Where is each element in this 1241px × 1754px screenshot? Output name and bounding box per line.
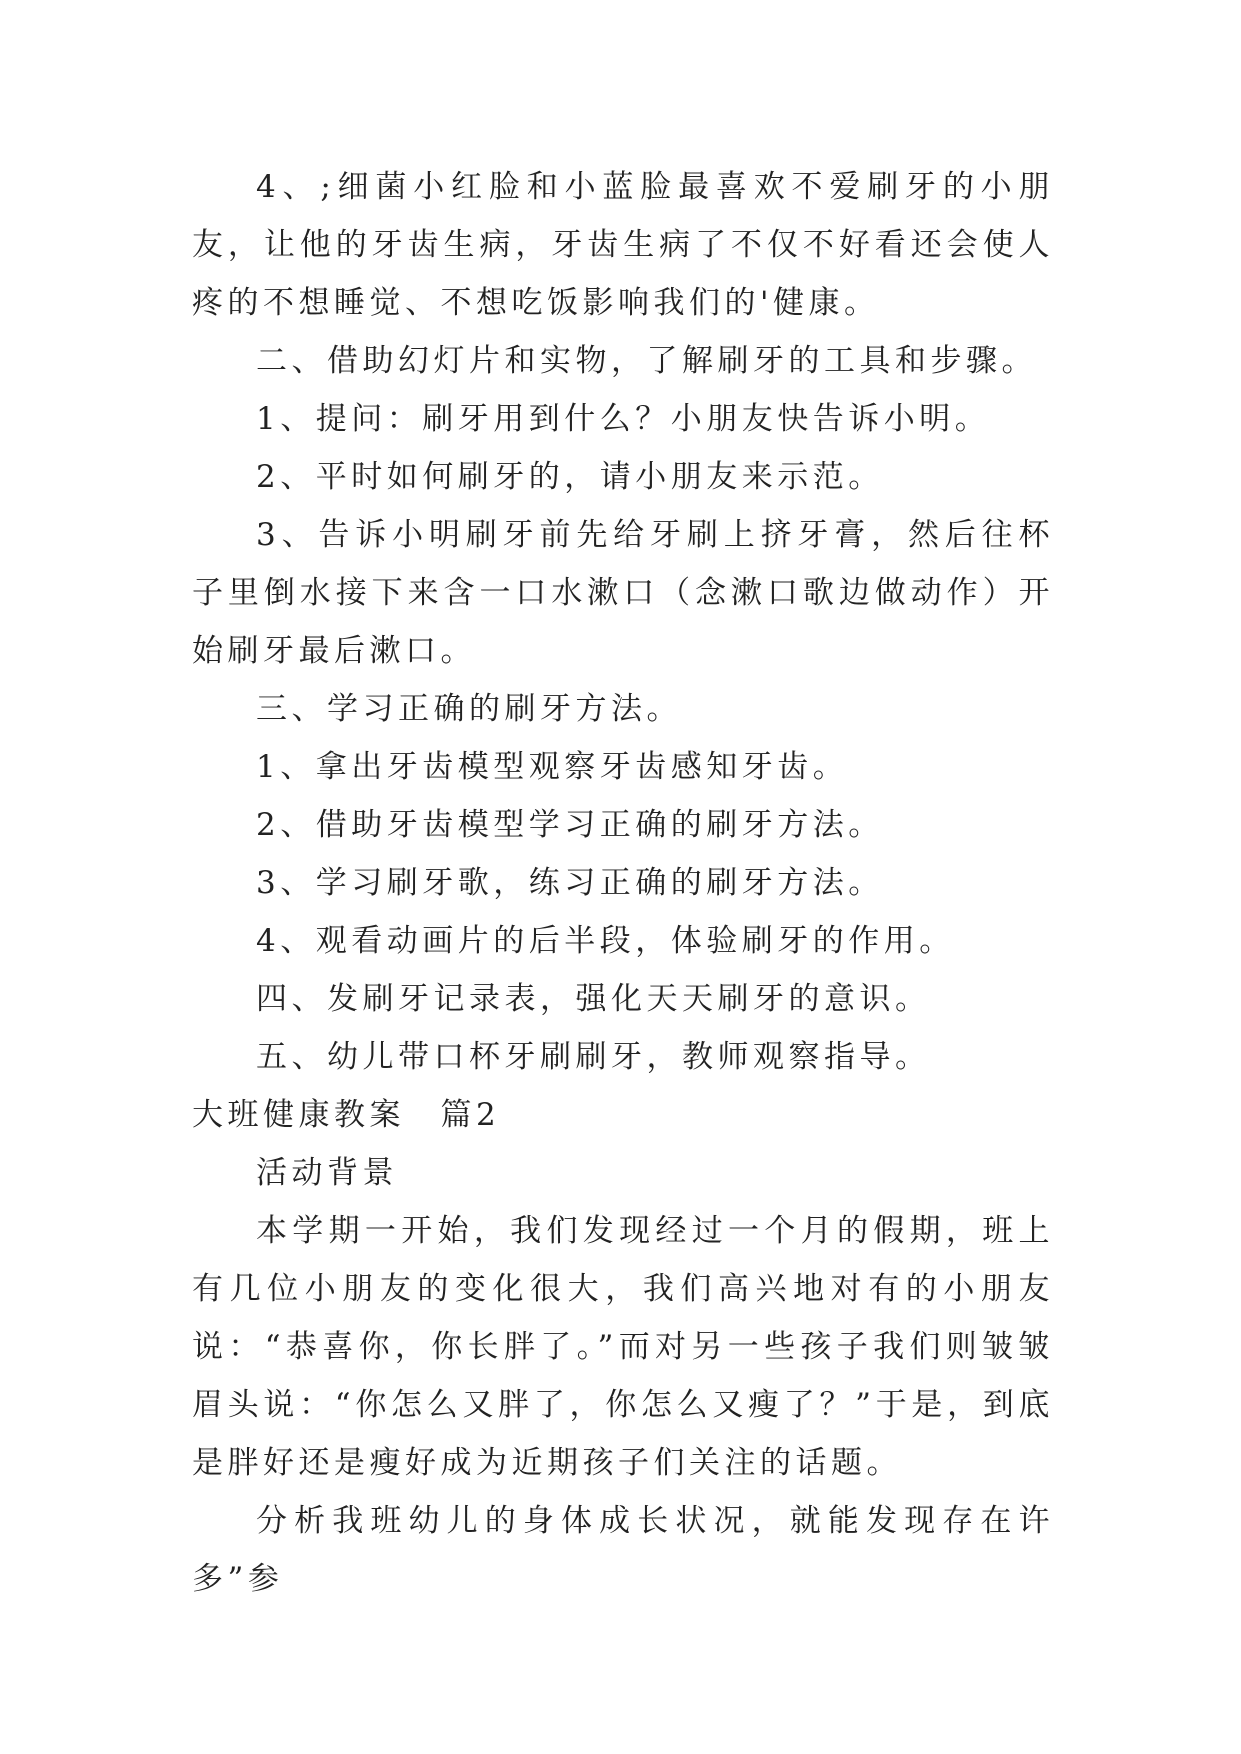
paragraph-background: 本学期一开始，我们发现经过一个月的假期，班上有几位小朋友的变化很大，我们高兴地对有的小朋友说：“恭喜你，你长胖了。”而对另一些孩子我们则皱皱眉头说：“你怎么又胖了，你怎么又瘦了？”于是，到底是胖好还是瘦好成为近期孩子们关注的话题。 (192, 1213, 1054, 1481)
paragraph-1: 4、;细菌小红脸和小蓝脸最喜欢不爱刷牙的小朋友，让他的牙齿生病，牙齿生病了不仅不好看还会使人疼的不想睡觉、不想吃饭影响我们的'健康。 (192, 169, 1054, 321)
list-item: 2、平时如何刷牙的，请小朋友来示范。 (256, 459, 884, 495)
subheading-activity-background: 活动背景 (256, 1155, 398, 1191)
list-item: 3、告诉小明刷牙前先给牙刷上挤牙膏，然后往杯子里倒水接下来含一口水漱口（念漱口歌边做动作）开始刷牙最后漱口。 (192, 517, 1054, 669)
paragraph-analysis: 分析我班幼儿的身体成长状况，就能发现存在许多”参 (192, 1503, 1054, 1597)
section-heading-4: 四、发刷牙记录表，强化天天刷牙的意识。 (256, 981, 931, 1017)
list-item: 3、学习刷牙歌，练习正确的刷牙方法。 (256, 865, 884, 901)
document-title-part-2: 大班健康教案 篇2 (192, 1097, 501, 1133)
list-item: 1、拿出牙齿模型观察牙齿感知牙齿。 (256, 749, 849, 785)
section-heading-2: 二、借助幻灯片和实物，了解刷牙的工具和步骤。 (256, 343, 1037, 379)
section-heading-3: 三、学习正确的刷牙方法。 (256, 691, 682, 727)
document-body (192, 158, 1054, 1608)
section-heading-5: 五、幼儿带口杯牙刷刷牙，教师观察指导。 (256, 1039, 931, 1075)
list-item: 4、观看动画片的后半段，体验刷牙的作用。 (256, 923, 955, 959)
list-item: 2、借助牙齿模型学习正确的刷牙方法。 (256, 807, 884, 843)
list-item: 1、提问：刷牙用到什么？小朋友快告诉小明。 (256, 401, 991, 437)
